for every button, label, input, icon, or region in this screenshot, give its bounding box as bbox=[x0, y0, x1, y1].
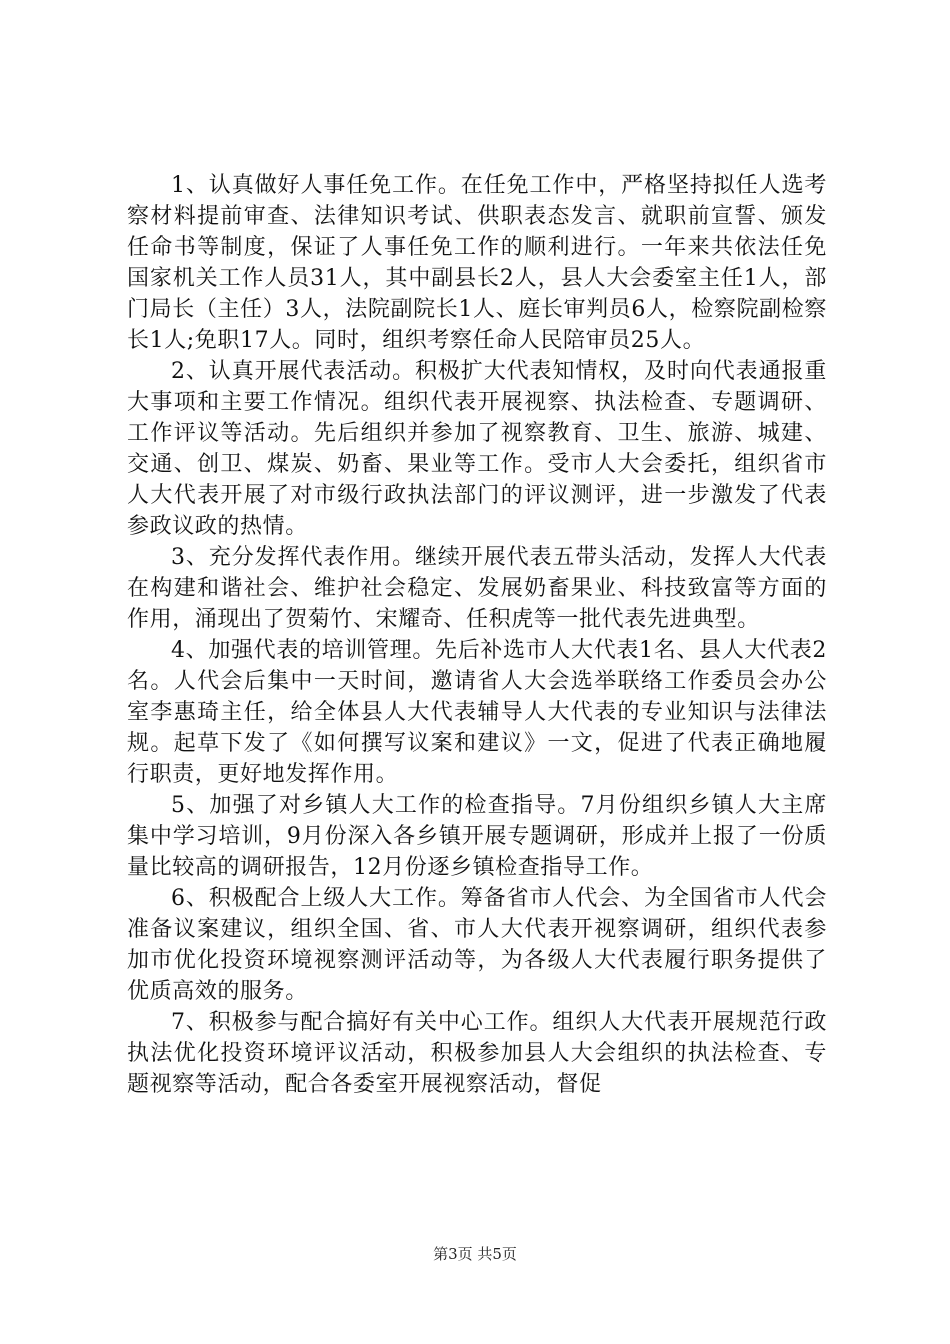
page-number: 第3页 共5页 bbox=[433, 1245, 517, 1263]
paragraph-1: 1、认真做好人事任免工作。在任免工作中，严格坚持拟任人选考察材料提前审查、法律知识考试、供职表态发言、就职前宣誓、颁发任命书等制度，保证了人事任免工作的顺利进行。一年来共依法任免国家机关工作人员31人，其中副县长2人，县人大会委室主任1人，部门局长（主任）3人，法院副院长1人、庭长审判员6人，检察院副检察长1人;免职17人。同时，组织考察任命人民陪审员25人。 bbox=[127, 173, 827, 353]
paragraph-4: 4、加强代表的培训管理。先后补选市人大代表1名、县人大代表2名。人代会后集中一天时间，邀请省人大会选举联络工作委员会办公室李惠琦主任，给全体县人大代表辅导人大代表的专业知识与法律法规。起草下发了《如何撰写议案和建议》一文，促进了代表正确地履行职责，更好地发挥作用。 bbox=[127, 638, 827, 787]
paragraph-3: 3、充分发挥代表作用。继续开展代表五带头活动，发挥人大代表在构建和谐社会、维护社会稳定、发展奶畜果业、科技致富等方面的作用，涌现出了贺菊竹、宋耀奇、任积虎等一批代表先进典型。 bbox=[127, 545, 827, 632]
paragraph-5: 5、加强了对乡镇人大工作的检查指导。7月份组织乡镇人大主席集中学习培训，9月份深入各乡镇开展专题调研，形成并上报了一份质量比较高的调研报告，12月份逐乡镇检查指导工作。 bbox=[127, 793, 827, 880]
paragraph-7: 7、积极参与配合搞好有关中心工作。组织人大代表开展规范行政执法优化投资环境评议活动，积极参加县人大会组织的执法检查、专题视察等活动，配合各委室开展视察活动，督促 bbox=[127, 1010, 827, 1097]
paragraph-6: 6、积极配合上级人大工作。筹备省市人代会、为全国省市人代会准备议案建议，组织全国、省、市人大代表开视察调研，组织代表参加市优化投资环境视察测评活动等，为各级人大代表履行职务提供了优质高效的服务。 bbox=[127, 886, 827, 1004]
paragraph-2: 2、认真开展代表活动。积极扩大代表知情权，及时向代表通报重大事项和主要工作情况。组织代表开展视察、执法检查、专题调研、工作评议等活动。先后组织并参加了视察教育、卫生、旅游、城建、交通、创卫、煤炭、奶畜、果业等工作。受市人大会委托，组织省市人大代表开展了对市级行政执法部门的评议测评，进一步激发了代表参政议政的热情。 bbox=[127, 359, 827, 539]
page-footer bbox=[0, 1244, 950, 1264]
document-body bbox=[127, 170, 827, 1100]
